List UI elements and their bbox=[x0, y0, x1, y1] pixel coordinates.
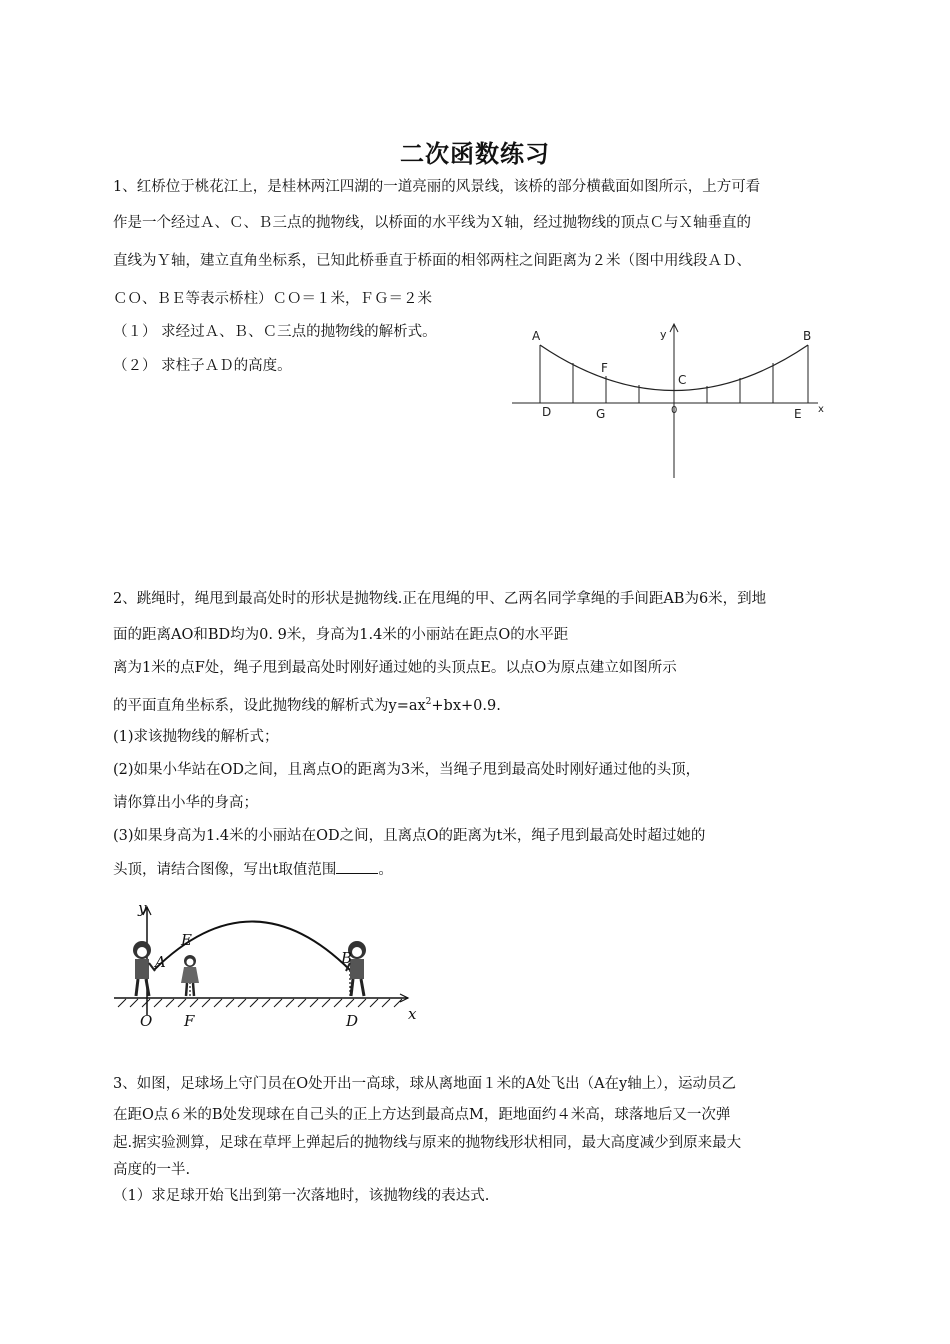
q2-formula-start: 的平面直角坐标系，设此抛物线的解析式为y=ax bbox=[113, 697, 426, 714]
jr-point-A-label: A bbox=[155, 953, 166, 971]
q2-sub3b-text: 头顶，请结合图像，写出t取值范围 bbox=[113, 862, 337, 878]
q3-text-line-2: 在距O点６米的B处发现球在自己头的正上方达到最高点M，距地面约４米高，球落地后又一次弹 bbox=[113, 1107, 731, 1123]
point-F-label: F bbox=[601, 361, 608, 375]
q2-text-line-1: 2、跳绳时，绳甩到最高处时的形状是抛物线.正在甩绳的甲、乙两名同学拿绳的手间距AB为6米，到地 bbox=[113, 591, 767, 607]
q1-text-line-4: ＣＯ、ＢＥ等表示桥柱）ＣＯ＝１米，ＦＧ＝２米 bbox=[113, 291, 432, 307]
q2-text-line-3: 离为1米的点F处，绳子甩到最高处时刚好通过她的头顶点E。以点O为原点建立如图所示 bbox=[113, 660, 677, 676]
q1-text-line-2: 作是一个经过Ａ、Ｃ、Ｂ三点的抛物线，以桥面的水平线为Ｘ轴，经过抛物线的顶点Ｃ与Ｘ轴垂直的 bbox=[113, 215, 751, 231]
origin-label: 0 bbox=[671, 405, 678, 416]
y-axis-label: y bbox=[660, 328, 667, 341]
q3-subquestion-1: （1）求足球开始飞出到第一次落地时，该抛物线的表达式. bbox=[113, 1188, 490, 1204]
q3-text-line-1: 3、如图，足球场上守门员在O处开出一高球，球从离地面１米的A处飞出（A在y轴上），运动员乙 bbox=[113, 1076, 736, 1092]
q2-text-line-4 bbox=[113, 692, 501, 716]
jr-point-F-label: F bbox=[184, 1012, 195, 1030]
q2-text-line-2: 面的距离AO和BD均为0. 9米，身高为1.4米的小丽站在距点O的水平距 bbox=[113, 627, 569, 643]
point-C-label: C bbox=[678, 373, 687, 387]
q2-subquestion-2a: (2)如果小华站在OD之间，且离点O的距离为3米，当绳子甩到最高处时刚好通过他的头顶， bbox=[113, 762, 701, 778]
q2-formula-end: +bx+0.9. bbox=[431, 697, 501, 714]
jr-point-E-label: E bbox=[181, 931, 192, 949]
q2-formula-exponent: 2 bbox=[425, 697, 432, 707]
bridge-figure bbox=[500, 318, 840, 483]
q1-subquestion-1: （１） 求经过Ａ、Ｂ、Ｃ三点的抛物线的解析式。 bbox=[113, 324, 437, 340]
q2-subquestion-3a: (3)如果身高为1.4米的小丽站在OD之间，且离点O的距离为t米，绳子甩到最高处时超过她的 bbox=[113, 828, 706, 844]
person-left-icon bbox=[133, 941, 155, 996]
jr-point-D-label: D bbox=[346, 1012, 359, 1030]
point-E-label: E bbox=[794, 407, 802, 421]
x-axis-label: x bbox=[818, 404, 824, 415]
q2-subquestion-1: (1)求该抛物线的解析式； bbox=[113, 729, 279, 745]
point-G-label: G bbox=[596, 407, 606, 421]
jr-point-B-label: B bbox=[341, 949, 353, 967]
q2-subquestion-2b: 请你算出小华的身高； bbox=[113, 795, 258, 811]
person-girl-icon bbox=[181, 955, 199, 996]
page-title: 二次函数练习 bbox=[400, 140, 550, 168]
jr-y-label: y bbox=[138, 899, 147, 917]
q3-text-line-3: 起.据实验测算，足球在草坪上弹起后的抛物线与原来的抛物线形状相同，最大高度减少到原来最大 bbox=[113, 1135, 742, 1151]
q1-text-line-1: 1、红桥位于桃花江上，是桂林两江四湖的一道亮丽的风景线，该桥的部分横截面如图所示，上方可看 bbox=[113, 179, 761, 195]
q2-subquestion-3b bbox=[113, 859, 393, 880]
q3-text-line-4: 高度的一半. bbox=[113, 1162, 191, 1178]
ground-hatching bbox=[118, 999, 402, 1007]
point-D-label: D bbox=[542, 405, 552, 419]
point-B-label: B bbox=[803, 329, 812, 343]
q2-sub3b-end: 。 bbox=[378, 862, 393, 878]
q1-subquestion-2: （２） 求柱子ＡＤ的高度。 bbox=[113, 358, 292, 374]
jr-x-label: x bbox=[408, 1005, 417, 1023]
jump-rope-figure bbox=[110, 895, 430, 1035]
point-A-label: A bbox=[532, 329, 541, 343]
answer-blank[interactable] bbox=[336, 859, 378, 874]
q1-text-line-3: 直线为Ｙ轴，建立直角坐标系，已知此桥垂直于桥面的相邻两柱之间距离为２米（图中用线段ＡＤ、 bbox=[113, 253, 751, 269]
jr-point-O-label: O bbox=[140, 1012, 153, 1030]
